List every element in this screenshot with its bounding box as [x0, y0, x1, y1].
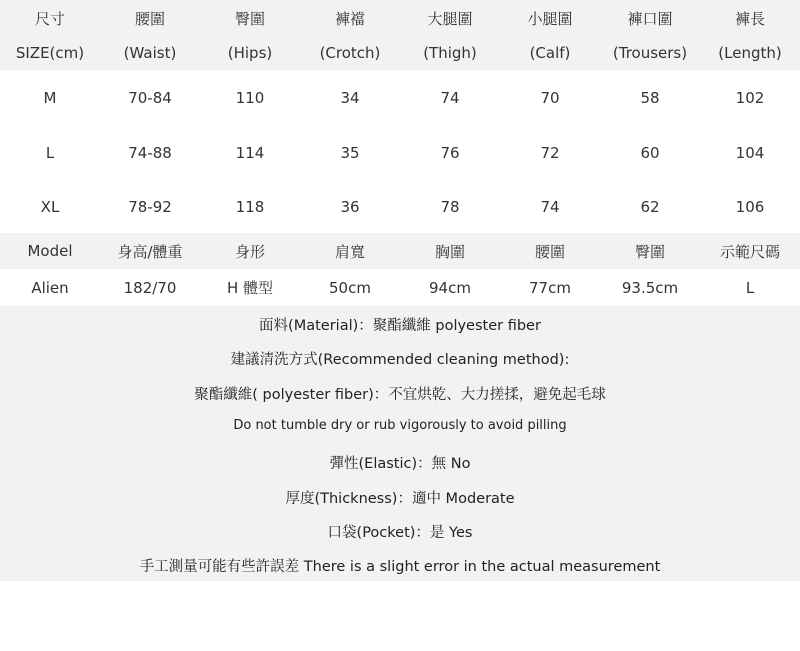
length-value: 106	[735, 197, 765, 216]
calf-value: 70	[540, 88, 560, 107]
size-row-xl	[0, 180, 800, 233]
model-chest: 94cm	[429, 278, 471, 297]
crotch-value: 35	[340, 143, 360, 162]
thigh-value: 76	[440, 143, 460, 162]
size-label: XL	[40, 197, 60, 216]
header-zh-thigh: 大腿圍	[427, 9, 473, 28]
hips-value: 110	[235, 88, 265, 107]
header-zh-calf: 小腿圍	[527, 9, 573, 28]
hips-value: 118	[235, 197, 265, 216]
header-zh-hips: 臀圍	[234, 9, 265, 28]
header-zh-length: 褲長	[734, 9, 765, 28]
elastic-note: 彈性(Elastic)：無 No	[329, 456, 471, 472]
waist-value: 70-84	[128, 88, 172, 107]
calf-value: 72	[540, 143, 560, 162]
header-en-waist: (Waist)	[123, 44, 177, 62]
header-en-calf: (Calf)	[529, 44, 571, 62]
model-header-shoulder: 肩寬	[334, 242, 365, 261]
model-header-waist: 腰圍	[534, 242, 565, 261]
header-en-thigh: (Thigh)	[423, 44, 477, 62]
pocket-note: 口袋(Pocket)：是 Yes	[327, 525, 473, 541]
model-size-worn: L	[745, 278, 755, 297]
header-en-size: SIZE(cm)	[15, 44, 85, 62]
cleaning-note-zh: 聚酯纖維( polyester fiber)：不宜烘乾、大力搓揉，避免起毛球	[194, 387, 606, 403]
size-label: M	[43, 88, 57, 107]
length-value: 104	[735, 143, 765, 162]
model-height-weight: 182/70	[123, 278, 177, 297]
model-row	[0, 269, 800, 306]
thickness-note: 厚度(Thickness)：適中 Moderate	[285, 491, 515, 507]
trousers-value: 60	[640, 143, 660, 162]
trousers-value: 58	[640, 88, 660, 107]
size-row-m	[0, 70, 800, 125]
crotch-value: 34	[340, 88, 360, 107]
waist-value: 74-88	[128, 143, 172, 162]
model-header-model: Model	[27, 242, 73, 260]
size-row-l	[0, 125, 800, 180]
header-zh-size: 尺寸	[34, 9, 65, 28]
thigh-value: 78	[440, 197, 460, 216]
header-en-length: (Length)	[718, 44, 782, 62]
header-zh-crotch: 褲襠	[334, 9, 365, 28]
model-header-hips: 臀圍	[634, 242, 665, 261]
waist-value: 78-92	[128, 197, 172, 216]
size-header-en-row	[0, 36, 800, 70]
model-waist: 77cm	[529, 278, 571, 297]
crotch-value: 36	[340, 197, 360, 216]
model-hips: 93.5cm	[621, 278, 679, 297]
trousers-value: 62	[640, 197, 660, 216]
header-en-crotch: (Crotch)	[319, 44, 381, 62]
header-en-hips: (Hips)	[227, 44, 273, 62]
model-header-row	[0, 233, 800, 269]
model-header-chest: 胸圍	[434, 242, 465, 261]
header-zh-trousers: 褲口圍	[627, 9, 673, 28]
cleaning-method-heading: 建議清洗方式(Recommended cleaning method):	[230, 352, 570, 368]
hips-value: 114	[235, 143, 265, 162]
model-name: Alien	[31, 278, 69, 297]
model-header-body-shape: 身形	[234, 242, 265, 261]
model-body-shape: H 體型	[226, 279, 274, 297]
model-header-size-worn: 示範尺碼	[719, 242, 780, 261]
model-header-height-weight: 身高/體重	[117, 242, 183, 261]
header-en-trousers: (Trousers)	[612, 44, 688, 62]
size-header-zh-row	[0, 0, 800, 36]
cleaning-note-en: Do not tumble dry or rub vigorously to avoid pilling	[233, 418, 567, 433]
product-notes	[0, 306, 800, 581]
size-label: L	[45, 143, 55, 162]
measurement-error-note: 手工測量可能有些許誤差 There is a slight error in the actual measurement	[139, 559, 661, 575]
material-note: 面料(Material)：聚酯纖維 polyester fiber	[259, 318, 541, 334]
thigh-value: 74	[440, 88, 460, 107]
calf-value: 74	[540, 197, 560, 216]
length-value: 102	[735, 88, 765, 107]
header-zh-waist: 腰圍	[134, 9, 165, 28]
model-shoulder: 50cm	[329, 278, 371, 297]
